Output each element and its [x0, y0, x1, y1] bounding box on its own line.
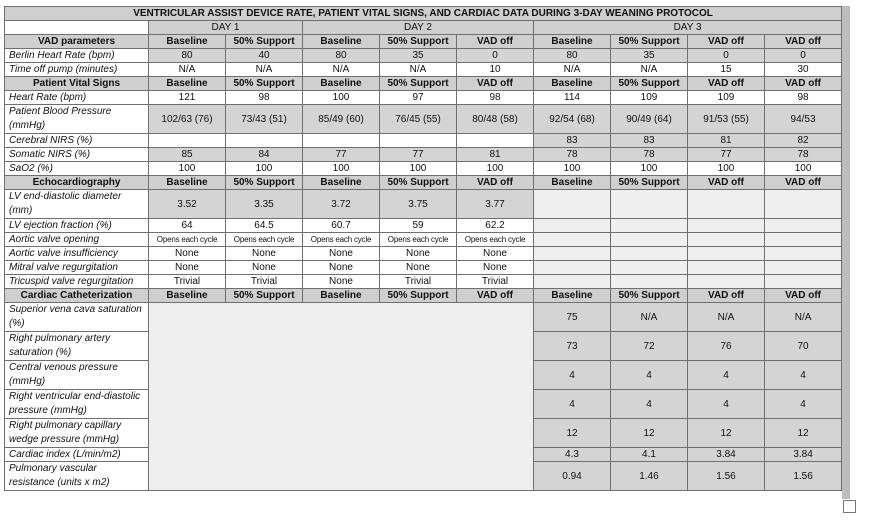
row-label: Right pulmonary capillary wedge pressure (mmHg) [5, 419, 149, 448]
table-cell: None [303, 261, 380, 275]
cardiac-catheterization-column-header: Baseline [534, 289, 611, 303]
table-cell [149, 134, 226, 148]
day-1-header: DAY 1 [149, 21, 303, 35]
cardiac-catheterization-column-header: VAD off [457, 289, 534, 303]
table-cell: 100 [534, 162, 611, 176]
echocardiography-section-title: Echocardiography [5, 176, 149, 190]
table-cell: 12 [688, 419, 765, 448]
table-cell: 3.75 [380, 190, 457, 219]
empty-cell [765, 219, 842, 233]
table-cell: 72 [611, 332, 688, 361]
table-cell: 64 [149, 219, 226, 233]
table-cell: 98 [457, 91, 534, 105]
table-cell: 109 [688, 91, 765, 105]
cardiac-catheterization-column-header: Baseline [303, 289, 380, 303]
table-cell: None [457, 261, 534, 275]
cardiac-catheterization-section-title: Cardiac Catheterization [5, 289, 149, 303]
table-cell: 83 [534, 134, 611, 148]
vad-parameters-column-header: Baseline [149, 35, 226, 49]
empty-block [149, 303, 534, 491]
table-cell [380, 134, 457, 148]
row-label: Pulmonary vascular resistance (units x m2) [5, 462, 149, 491]
vad-parameters-column-header: 50% Support [380, 35, 457, 49]
table-cell: N/A [611, 63, 688, 77]
row-label: Patient Blood Pressure (mmHg) [5, 105, 149, 134]
table-cell: 59 [380, 219, 457, 233]
table-cell: 78 [611, 148, 688, 162]
table-cell: 100 [149, 162, 226, 176]
table-cell: 0 [765, 49, 842, 63]
row-label: Superior vena cava saturation (%) [5, 303, 149, 332]
cardiac-catheterization-column-header: VAD off [765, 289, 842, 303]
empty-cell [765, 247, 842, 261]
table-cell: 12 [765, 419, 842, 448]
table-cell: 76 [688, 332, 765, 361]
table-cell: 3.35 [226, 190, 303, 219]
table-cell: 90/49 (64) [611, 105, 688, 134]
table-cell: Opens each cycle [303, 233, 380, 247]
table-cell: Trivial [457, 275, 534, 289]
table-cell: 91/53 (55) [688, 105, 765, 134]
empty-cell [534, 247, 611, 261]
table-cell: N/A [688, 303, 765, 332]
echocardiography-column-header: 50% Support [226, 176, 303, 190]
patient-vital-signs-column-header: Baseline [534, 77, 611, 91]
empty-cell [688, 275, 765, 289]
table-row [5, 105, 842, 134]
table-row [5, 148, 842, 162]
table-cell: Opens each cycle [149, 233, 226, 247]
table-cell: 77 [380, 148, 457, 162]
table-cell: N/A [765, 303, 842, 332]
row-label: Mitral valve regurgitation [5, 261, 149, 275]
vad-parameters-column-header: VAD off [765, 35, 842, 49]
table-cell: 0 [457, 49, 534, 63]
empty-cell [534, 190, 611, 219]
table-cell: 98 [226, 91, 303, 105]
cardiac-catheterization-column-header: 50% Support [380, 289, 457, 303]
empty-cell [611, 247, 688, 261]
table-cell: 1.56 [688, 462, 765, 491]
table-cell: 85/49 (60) [303, 105, 380, 134]
table-cell: 4 [688, 390, 765, 419]
table-row [5, 63, 842, 77]
empty-cell [534, 233, 611, 247]
vad-parameters-section-title: VAD parameters [5, 35, 149, 49]
row-label: Central venous pressure (mmHg) [5, 361, 149, 390]
table-cell: Opens each cycle [380, 233, 457, 247]
table-cell: N/A [380, 63, 457, 77]
table-cell: 1.56 [765, 462, 842, 491]
table-cell: 12 [611, 419, 688, 448]
table-cell: 80 [149, 49, 226, 63]
table-cell: 83 [611, 134, 688, 148]
table-cell: 98 [765, 91, 842, 105]
table-cell: 1.46 [611, 462, 688, 491]
table-row [5, 275, 842, 289]
table-cell: 109 [611, 91, 688, 105]
table-cell: 82 [765, 134, 842, 148]
echocardiography-header-row [5, 176, 842, 190]
row-label: SaO2 (%) [5, 162, 149, 176]
table-cell: 0 [688, 49, 765, 63]
table-cell: N/A [149, 63, 226, 77]
table-cell: 4.3 [534, 448, 611, 462]
echocardiography-column-header: 50% Support [611, 176, 688, 190]
vad-parameters-column-header: 50% Support [611, 35, 688, 49]
day-3-header: DAY 3 [534, 21, 842, 35]
table-cell: 0.94 [534, 462, 611, 491]
table-cell: 15 [688, 63, 765, 77]
right-gutter-bar [842, 6, 850, 499]
table-cell: None [303, 247, 380, 261]
table-cell: None [380, 261, 457, 275]
weaning-protocol-table [4, 6, 842, 491]
table-row [5, 49, 842, 63]
table-cell: 4 [765, 361, 842, 390]
vad-parameters-column-header: Baseline [303, 35, 380, 49]
cardiac-catheterization-column-header: 50% Support [226, 289, 303, 303]
row-label: Heart Rate (bpm) [5, 91, 149, 105]
table-cell: 78 [534, 148, 611, 162]
empty-cell [611, 275, 688, 289]
table-cell: 78 [765, 148, 842, 162]
table-cell [457, 134, 534, 148]
table-cell: None [149, 247, 226, 261]
table-cell: 76/45 (55) [380, 105, 457, 134]
table-cell: 75 [534, 303, 611, 332]
cardiac-catheterization-header-row [5, 289, 842, 303]
day-2-header: DAY 2 [303, 21, 534, 35]
table-cell: N/A [534, 63, 611, 77]
table-row [5, 247, 842, 261]
patient-vital-signs-section-title: Patient Vital Signs [5, 77, 149, 91]
table-cell: 10 [457, 63, 534, 77]
echocardiography-column-header: Baseline [303, 176, 380, 190]
table-cell: 3.52 [149, 190, 226, 219]
table-cell: 4 [534, 390, 611, 419]
empty-cell [688, 233, 765, 247]
vad-parameters-column-header: Baseline [534, 35, 611, 49]
row-label: Tricuspid valve regurgitation [5, 275, 149, 289]
table-cell: 4 [611, 390, 688, 419]
table-cell: 100 [688, 162, 765, 176]
cardiac-catheterization-column-header: Baseline [149, 289, 226, 303]
row-label: LV end-diastolic diameter (mm) [5, 190, 149, 219]
patient-vital-signs-column-header: VAD off [457, 77, 534, 91]
vad-parameters-header-row [5, 35, 842, 49]
row-label: LV ejection fraction (%) [5, 219, 149, 233]
empty-cell [765, 233, 842, 247]
table-cell: 62.2 [457, 219, 534, 233]
cardiac-catheterization-column-header: 50% Support [611, 289, 688, 303]
row-label: Berlin Heart Rate (bpm) [5, 49, 149, 63]
table-cell: 4.1 [611, 448, 688, 462]
empty-cell [534, 219, 611, 233]
table-cell: 100 [611, 162, 688, 176]
empty-cell [765, 190, 842, 219]
table-cell: 80 [303, 49, 380, 63]
row-label: Right pulmonary artery saturation (%) [5, 332, 149, 361]
table-row [5, 162, 842, 176]
row-label: Cerebral NIRS (%) [5, 134, 149, 148]
vad-parameters-column-header: VAD off [688, 35, 765, 49]
table-cell: 100 [380, 162, 457, 176]
table-cell: 4 [688, 361, 765, 390]
table-row [5, 91, 842, 105]
table-cell: 80 [534, 49, 611, 63]
vad-parameters-column-header: 50% Support [226, 35, 303, 49]
table-cell: 80/48 (58) [457, 105, 534, 134]
row-label: Right ventricular end-diastolic pressure (mmHg) [5, 390, 149, 419]
empty-cell [611, 190, 688, 219]
table-cell: N/A [611, 303, 688, 332]
table-cell: 64.5 [226, 219, 303, 233]
table-cell: 94/53 [765, 105, 842, 134]
table-row [5, 261, 842, 275]
row-label: Time off pump (minutes) [5, 63, 149, 77]
table-cell: 4 [534, 361, 611, 390]
table-cell: None [226, 261, 303, 275]
table-row [5, 303, 842, 332]
patient-vital-signs-column-header: 50% Support [380, 77, 457, 91]
table-cell: 73 [534, 332, 611, 361]
row-label: Somatic NIRS (%) [5, 148, 149, 162]
table-cell: 3.84 [688, 448, 765, 462]
data-table-container [4, 6, 841, 491]
table-cell: None [149, 261, 226, 275]
table-row [5, 134, 842, 148]
table-cell: 100 [303, 162, 380, 176]
empty-cell [611, 233, 688, 247]
table-title: VENTRICULAR ASSIST DEVICE RATE, PATIENT VITAL SIGNS, AND CARDIAC DATA DURING 3-DAY WEANING PROTOCOL [5, 7, 842, 21]
table-cell: 100 [765, 162, 842, 176]
patient-vital-signs-column-header: Baseline [149, 77, 226, 91]
table-cell: 84 [226, 148, 303, 162]
empty-cell [611, 219, 688, 233]
table-cell: 40 [226, 49, 303, 63]
table-cell: 100 [226, 162, 303, 176]
table-cell: None [457, 247, 534, 261]
empty-cell [688, 247, 765, 261]
table-row [5, 219, 842, 233]
table-cell: N/A [226, 63, 303, 77]
echocardiography-column-header: VAD off [457, 176, 534, 190]
echocardiography-column-header: VAD off [765, 176, 842, 190]
table-cell: Trivial [380, 275, 457, 289]
table-cell: 102/63 (76) [149, 105, 226, 134]
table-cell: 97 [380, 91, 457, 105]
row-label: Aortic valve insufficiency [5, 247, 149, 261]
table-cell: 35 [380, 49, 457, 63]
table-cell: Trivial [149, 275, 226, 289]
table-cell [226, 134, 303, 148]
table-cell: 3.84 [765, 448, 842, 462]
table-cell: Opens each cycle [226, 233, 303, 247]
table-cell: 77 [688, 148, 765, 162]
echocardiography-column-header: 50% Support [380, 176, 457, 190]
table-cell: None [226, 247, 303, 261]
patient-vital-signs-column-header: 50% Support [226, 77, 303, 91]
resize-handle[interactable] [843, 500, 856, 513]
table-cell: 114 [534, 91, 611, 105]
table-cell: 81 [688, 134, 765, 148]
empty-cell [765, 275, 842, 289]
patient-vital-signs-column-header: 50% Support [611, 77, 688, 91]
empty-cell [688, 190, 765, 219]
table-cell: 73/43 (51) [226, 105, 303, 134]
table-cell: 35 [611, 49, 688, 63]
patient-vital-signs-column-header: Baseline [303, 77, 380, 91]
patient-vital-signs-header-row [5, 77, 842, 91]
table-cell: 81 [457, 148, 534, 162]
empty-cell [688, 261, 765, 275]
table-cell: 12 [534, 419, 611, 448]
cardiac-catheterization-column-header: VAD off [688, 289, 765, 303]
table-cell: 4 [611, 361, 688, 390]
row-label: Aortic valve opening [5, 233, 149, 247]
empty-cell [534, 275, 611, 289]
table-cell: 85 [149, 148, 226, 162]
empty-cell [688, 219, 765, 233]
table-cell: 100 [303, 91, 380, 105]
table-row [5, 190, 842, 219]
day-header-spacer [5, 21, 149, 35]
echocardiography-column-header: VAD off [688, 176, 765, 190]
row-label: Cardiac index (L/min/m2) [5, 448, 149, 462]
patient-vital-signs-column-header: VAD off [688, 77, 765, 91]
table-cell: 92/54 (68) [534, 105, 611, 134]
table-cell: N/A [303, 63, 380, 77]
table-cell [303, 134, 380, 148]
table-row [5, 233, 842, 247]
table-cell: 100 [457, 162, 534, 176]
table-cell: 3.72 [303, 190, 380, 219]
echocardiography-column-header: Baseline [149, 176, 226, 190]
table-cell: 30 [765, 63, 842, 77]
table-cell: 3.77 [457, 190, 534, 219]
table-cell: 77 [303, 148, 380, 162]
patient-vital-signs-column-header: VAD off [765, 77, 842, 91]
table-cell: None [303, 275, 380, 289]
table-cell: Trivial [226, 275, 303, 289]
echocardiography-column-header: Baseline [534, 176, 611, 190]
empty-cell [765, 261, 842, 275]
table-cell: 70 [765, 332, 842, 361]
table-cell: None [380, 247, 457, 261]
table-cell: Opens each cycle [457, 233, 534, 247]
vad-parameters-column-header: VAD off [457, 35, 534, 49]
empty-cell [534, 261, 611, 275]
empty-cell [611, 261, 688, 275]
table-cell: 121 [149, 91, 226, 105]
table-cell: 60.7 [303, 219, 380, 233]
table-cell: 4 [765, 390, 842, 419]
